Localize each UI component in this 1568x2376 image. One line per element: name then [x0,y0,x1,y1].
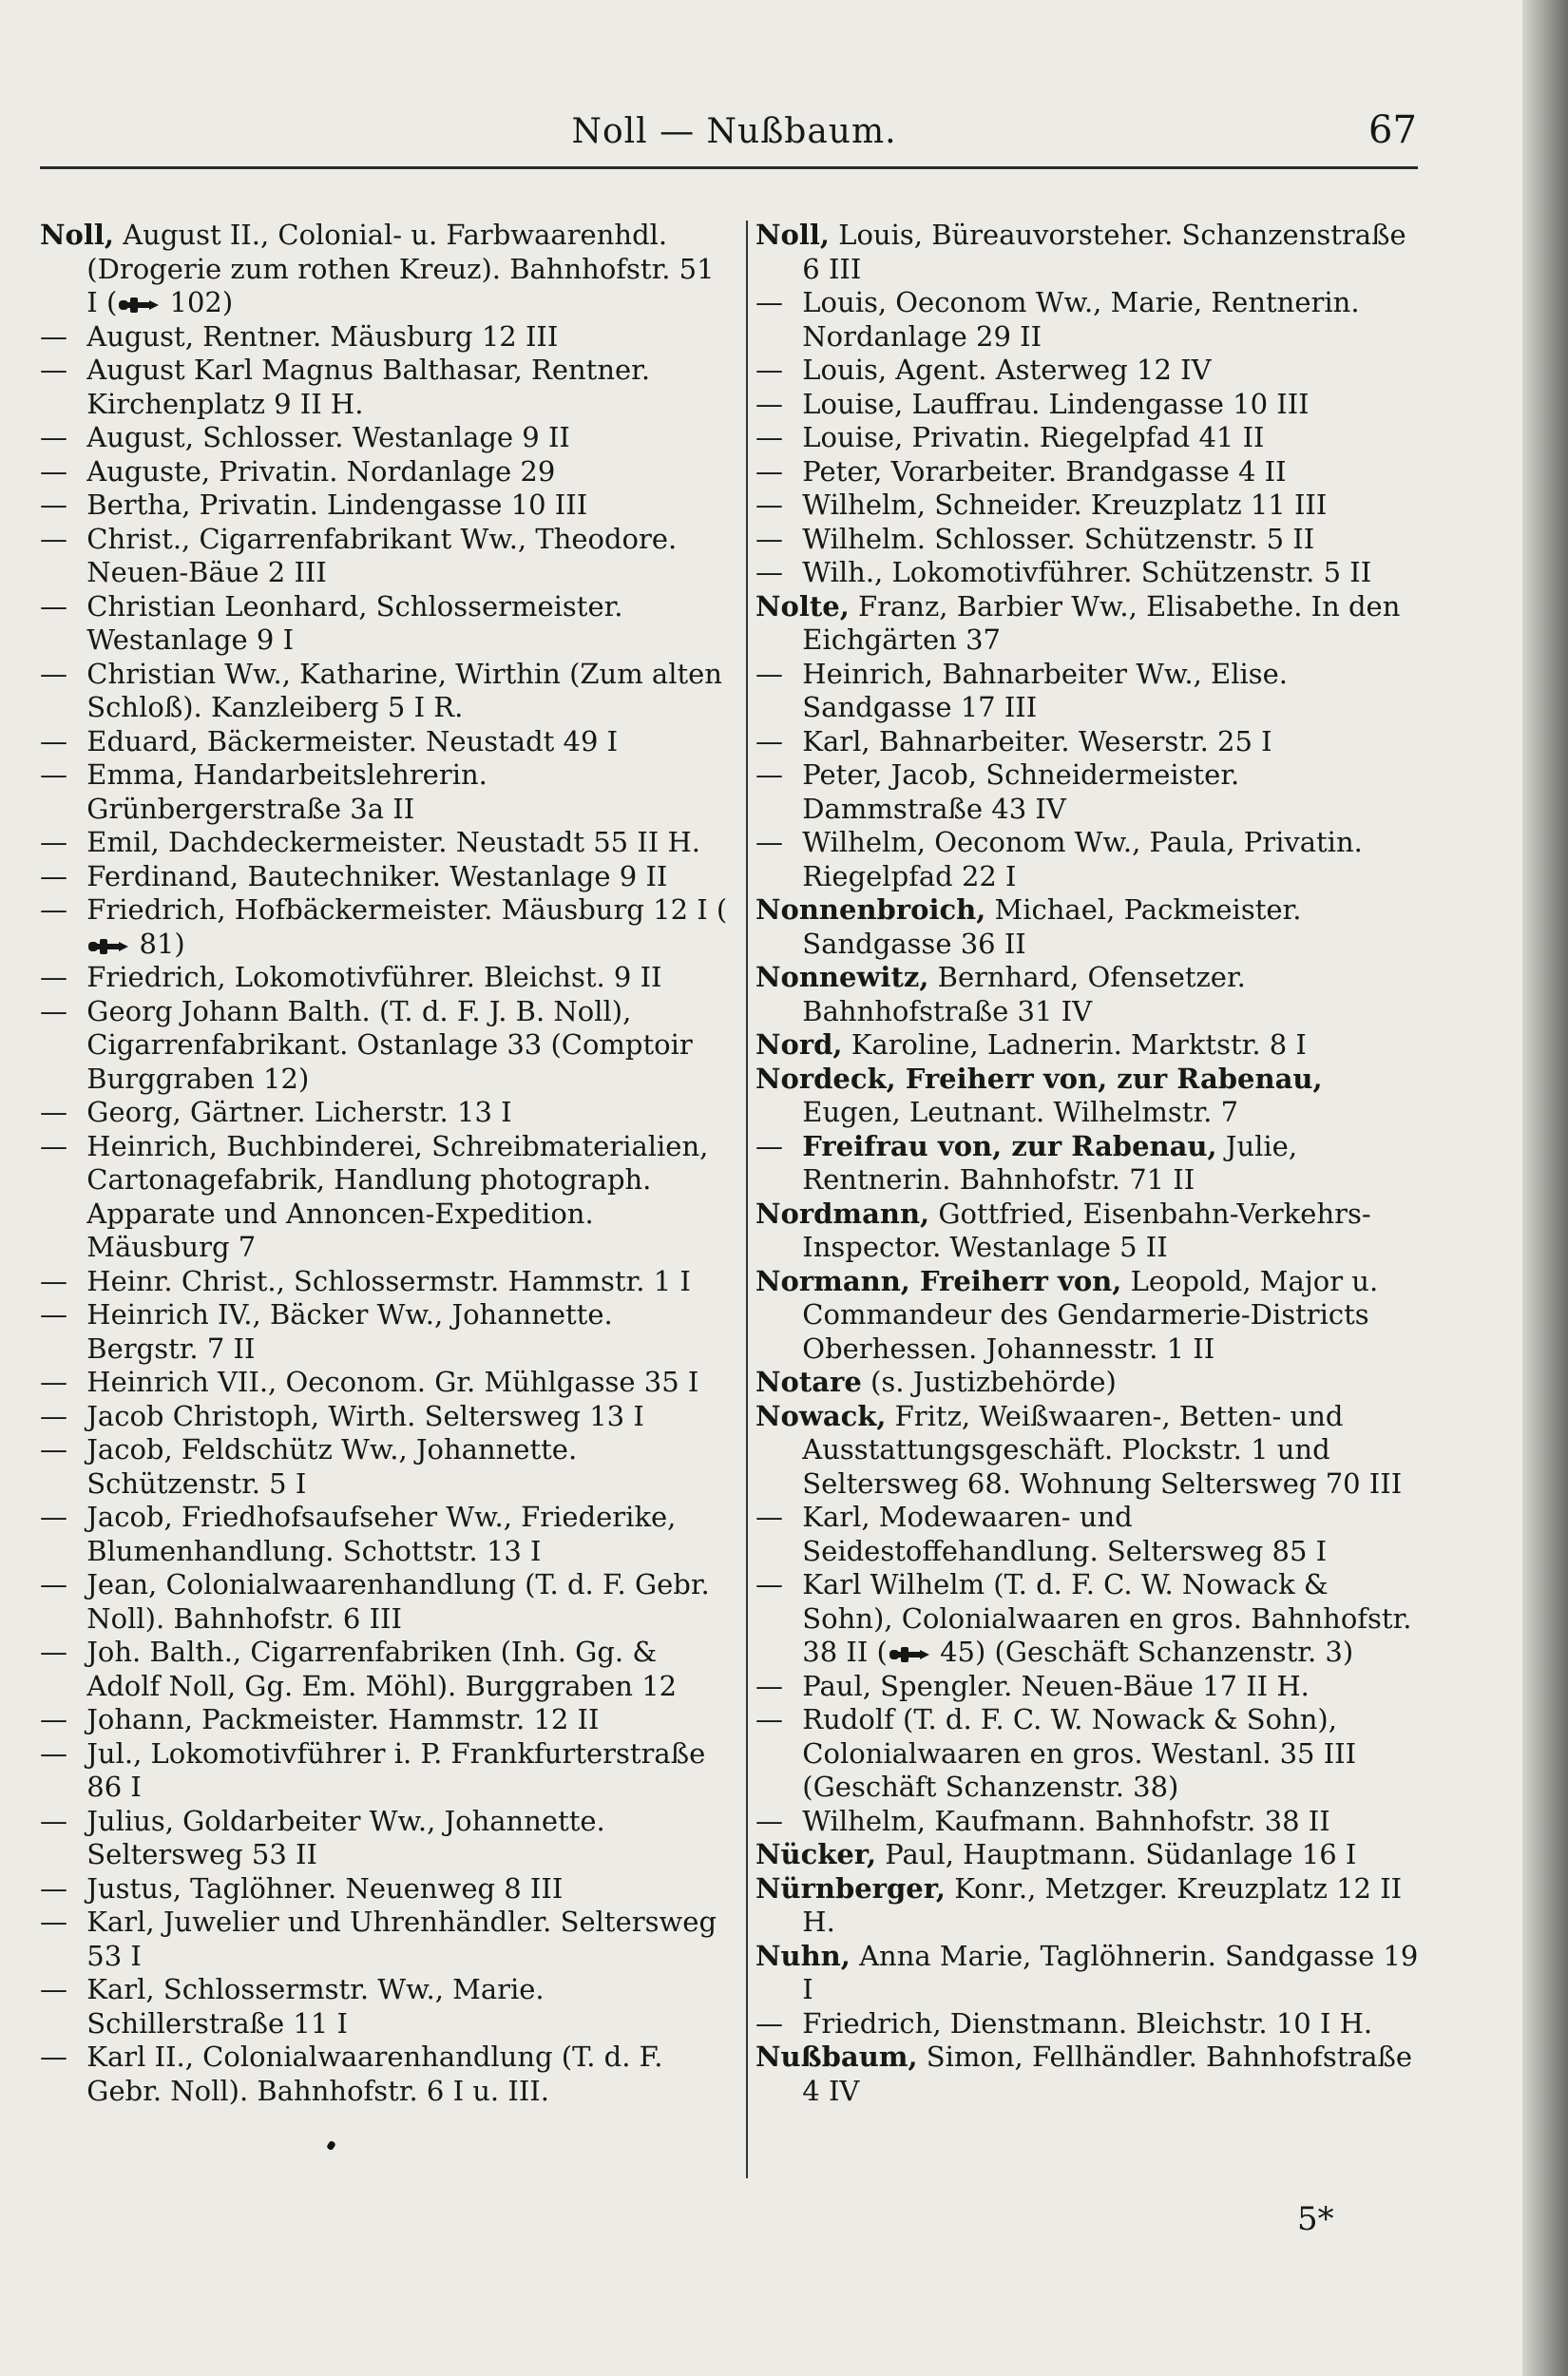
repeat-dash: — [40,758,67,791]
repeat-dash: — [40,1973,67,2005]
telephone-hand-icon [117,295,161,316]
directory-entry [40,1568,729,1636]
directory-entry [755,2007,1425,2041]
entry-surname: Nowack, [755,1399,887,1432]
directory-entry [755,758,1425,826]
directory-entry [755,1940,1425,2007]
telephone-number: 102) [161,286,234,318]
entry-surname: Nord, [755,1028,843,1061]
entry-surname: Nußbaum, [755,2041,918,2073]
right-column [755,219,1425,2108]
entry-text: Jean, Colonialwaarenhandlung (T. d. F. Gebr. Noll). Bahnhofstr. 6 III [86,1568,710,1635]
entry-text: Ferdinand, Bautechniker. Westanlage 9 II [86,859,668,892]
directory-entry [755,1703,1425,1805]
directory-entry [755,590,1425,658]
entry-text: Rudolf (T. d. F. C. W. Nowack & Sohn), Colonialwaaren en gros. Westanl. 35 III (Geschäft Schanzenstr. 38) [802,1703,1357,1803]
repeat-dash: — [40,724,67,757]
repeat-dash: — [755,522,783,555]
entry-text: Wilhelm, Kaufmann. Bahnhofstr. 38 II [802,1804,1330,1837]
entry-surname: Nücker, [755,1838,877,1870]
directory-entry [40,320,729,354]
repeat-dash: — [755,421,783,453]
repeat-dash: — [755,387,783,420]
repeat-dash: — [755,2006,783,2040]
entry-text: (s. Justizbehörde) [870,1366,1117,1398]
repeat-dash: — [40,1399,67,1432]
entry-text: August Karl Magnus Balthasar, Rentner. Kirchenplatz 9 II H. [86,354,651,420]
directory-entry [755,1501,1425,1568]
directory-entry [755,523,1425,557]
directory-entry [755,1872,1425,1940]
entry-text: Karl, Modewaaren- und Seidestoffehandlung. Seltersweg 85 I [802,1501,1328,1567]
directory-entry [40,354,729,421]
repeat-dash: — [40,421,67,453]
directory-entry [755,455,1425,489]
directory-entry [40,725,729,759]
directory-entry [40,1737,729,1805]
repeat-dash: — [755,556,783,588]
directory-entry [40,1906,729,1973]
entry-text: Fritz, Weißwaaren-, Betten- und Ausstattungsgeschäft. Plockstr. 1 und Seltersweg 68. Wohnung Seltersweg 70 III [802,1399,1403,1500]
entry-text: Gottfried, Eisenbahn-Verkehrs-Inspector. Westanlage 5 II [802,1197,1371,1263]
directory-entry [755,2041,1425,2108]
directory-entry [755,725,1425,759]
entry-surname: Noll, [40,219,114,251]
entry-text: Peter, Jacob, Schneidermeister. Dammstraße 43 IV [802,758,1240,825]
directory-entry [40,1298,729,1366]
entry-surname: Notare [755,1366,862,1398]
entry-text: Louise, Lauffrau. Lindengasse 10 III [802,387,1310,420]
entry-surname: Nonnenbroich, [755,893,986,926]
directory-entry [755,1265,1425,1367]
entry-text: Karl, Bahnarbeiter. Weserstr. 25 I [802,724,1272,757]
directory-entry [755,421,1425,455]
entry-text: Simon, Fellhändler. Bahnhofstraße 4 IV [802,2041,1413,2107]
repeat-dash: — [40,657,67,690]
entry-text: Wilh., Lokomotivführer. Schützenstr. 5 II [802,556,1372,588]
repeat-dash: — [40,1736,67,1770]
directory-entry [40,455,729,489]
directory-entry [40,1400,729,1434]
directory-entry [40,1096,729,1130]
entry-text: Paul, Hauptmann. Südanlage 16 I [885,1838,1357,1870]
header-rule [40,166,1418,169]
repeat-dash: — [40,1804,67,1837]
entry-text: Auguste, Privatin. Nordanlage 29 [86,454,556,488]
entry-text: Friedrich, Hofbäckermeister. Mäusburg 12 I ( [86,893,728,926]
entry-text: Karl, Juwelier und Uhrenhändler. Seltersweg 53 I [86,1906,717,1972]
repeat-dash: — [40,1501,67,1533]
entry-surname: Noll, [755,219,830,251]
entry-text: Heinrich, Buchbinderei, Schreibmaterialien, Cartonagefabrik, Handlung photograph. Apparate und Annoncen-Expedition. Mäusburg 7 [86,1129,709,1263]
entry-text: Emma, Handarbeitslehrerin. Grünbergerstraße 3a II [86,758,488,825]
entry-text: Georg, Gärtner. Licherstr. 13 I [86,1096,512,1128]
directory-entry [40,961,729,995]
entry-text: August II., Colonial- u. Farbwaarenhdl. (Drogerie zum rothen Kreuz). Bahnhofstr. 51 I ( [86,219,715,318]
column-divider [746,220,748,2178]
entry-surname: Nuhn, [755,1939,851,1972]
entry-surname: Nonnewitz, [755,961,929,993]
repeat-dash: — [40,354,67,386]
entry-text: Bertha, Privatin. Lindengasse 10 III [86,489,588,521]
directory-entry [40,489,729,523]
directory-entry [40,860,729,894]
directory-entry [40,1872,729,1907]
directory-entry [755,489,1425,523]
entry-text: Bernhard, Ofensetzer. Bahnhofstraße 31 IV [802,961,1246,1027]
repeat-dash: — [755,1669,783,1702]
repeat-dash: — [40,1636,67,1668]
entry-text: Louis, Büreauvorsteher. Schanzenstraße 6 III [802,219,1406,285]
directory-entry [40,421,729,455]
repeat-dash: — [40,826,67,858]
page-number: 67 [1368,108,1417,152]
repeat-dash: — [40,1264,67,1297]
repeat-dash: — [40,893,67,926]
directory-entry [755,1805,1425,1839]
directory-entry [40,2041,729,2108]
directory-entry [755,826,1425,893]
directory-entry [755,1198,1425,1265]
running-header: Noll — Nußbaum. [571,112,897,151]
repeat-dash: — [755,758,783,791]
entry-text: Louis, Agent. Asterweg 12 IV [802,354,1212,386]
entry-text: Georg Johann Balth. (T. d. F. J. B. Noll), Cigarrenfabrikant. Ostanlage 33 (Comptoir Burggraben 12) [86,994,693,1095]
entry-text: Karl, Schlossermstr. Ww., Marie. Schillerstraße 11 I [86,1973,545,2040]
signature-mark: 5* [1297,2200,1334,2238]
directory-entry [755,1400,1425,1502]
telephone-number: 45) (Geschäft Schanzenstr. 3) [930,1636,1354,1668]
entry-text: Johann, Packmeister. Hammstr. 12 II [86,1703,600,1735]
directory-entry [755,893,1425,961]
directory-entry [40,995,729,1097]
repeat-dash: — [40,1129,67,1162]
entry-text: Eugen, Leutnant. Wilhelmstr. 7 [802,1096,1239,1128]
page-edge-shadow [1522,0,1568,2376]
repeat-dash: — [40,489,67,521]
entry-text: Karoline, Ladnerin. Marktstr. 8 I [851,1028,1307,1061]
repeat-dash: — [40,1433,67,1466]
entry-surname: Normann, Freiherr von, [755,1264,1122,1297]
directory-entry [40,1703,729,1737]
left-column [40,219,729,2108]
directory-entry [755,1366,1425,1400]
repeat-dash: — [755,1703,783,1735]
directory-entry [755,658,1425,725]
directory-entry [755,388,1425,422]
entry-text: Julius, Goldarbeiter Ww., Johannette. Seltersweg 53 II [86,1804,605,1870]
directory-entry [40,826,729,860]
directory-entry [40,523,729,590]
directory-entry [40,1805,729,1872]
entry-text: Franz, Barbier Ww., Elisabethe. In den Eichgärten 37 [802,589,1401,656]
directory-entry [755,1028,1425,1063]
repeat-dash: — [755,826,783,858]
directory-entry [755,354,1425,388]
entry-text: Peter, Vorarbeiter. Brandgasse 4 II [802,454,1287,488]
repeat-dash: — [40,961,67,993]
directory-entry [40,1366,729,1400]
entry-surname: Nolte, [755,589,850,623]
entry-text: Heinrich, Bahnarbeiter Ww., Elise. Sandgasse 17 III [802,657,1289,723]
repeat-dash: — [755,724,783,757]
entry-text: Jacob, Feldschütz Ww., Johannette. Schützenstr. 5 I [86,1433,578,1500]
directory-entry [40,1501,729,1568]
entry-text: Leopold, Major u. Commandeur des Gendarmerie-Districts Oberhessen. Johannesstr. 1 II [802,1264,1379,1365]
entry-text: Louis, Oeconom Ww., Marie, Rentnerin. Nordanlage 29 II [802,286,1360,353]
entry-text: Michael, Packmeister. Sandgasse 36 II [802,893,1302,960]
directory-entry [755,1063,1425,1130]
repeat-dash: — [755,454,783,488]
directory-entry [40,1265,729,1299]
repeat-dash: — [755,1804,783,1837]
entry-text: Emil, Dachdeckermeister. Neustadt 55 II H. [86,826,700,858]
directory-entry [755,961,1425,1028]
repeat-dash: — [40,454,67,488]
entry-text: Louise, Privatin. Riegelpfad 41 II [802,421,1265,453]
directory-entry [40,1636,729,1703]
directory-entry [755,1838,1425,1872]
directory-entry [40,1433,729,1501]
repeat-dash: — [755,657,783,690]
entry-text: Eduard, Bäckermeister. Neustadt 49 I [86,724,619,757]
directory-entry [755,1130,1425,1198]
entry-surname: Nordeck, Freiherr von, zur Rabenau, [755,1062,1323,1095]
repeat-dash: — [40,1366,67,1398]
entry-text: Konr., Metzger. Kreuzplatz 12 II H. [802,1871,1403,1938]
repeat-dash: — [40,2041,67,2073]
directory-entry [40,1973,729,2041]
directory-entry [755,556,1425,590]
repeat-dash: — [40,1906,67,1938]
entry-text: Friedrich, Lokomotivführer. Bleichst. 9 II [86,961,662,993]
entry-surname: Nordmann, [755,1197,930,1230]
repeat-dash: — [40,994,67,1027]
entry-text: Friedrich, Dienstmann. Bleichstr. 10 I H. [802,2006,1373,2040]
directory-entry [755,1670,1425,1704]
entry-text: Heinrich IV., Bäcker Ww., Johannette. Bergstr. 7 II [86,1298,613,1365]
repeat-dash: — [40,589,67,623]
entry-text: Jacob Christoph, Wirth. Seltersweg 13 I [86,1399,644,1432]
telephone-number: 81) [130,927,185,960]
entry-surname: Nürnberger, [755,1871,946,1905]
entry-text: August, Schlosser. Westanlage 9 II [86,421,570,453]
entry-surname: Freifrau von, zur Rabenau, [802,1129,1217,1162]
entry-text: Justus, Taglöhner. Neuenweg 8 III [86,1871,564,1905]
directory-entry [40,893,729,961]
entry-text: Christian Leonhard, Schlossermeister. Westanlage 9 I [86,589,623,656]
repeat-dash: — [40,1703,67,1735]
entry-text: Jul., Lokomotivführer i. P. Frankfurterstraße 86 I [86,1736,706,1803]
repeat-dash: — [755,1129,783,1162]
entry-text: Karl Wilhelm (T. d. F. C. W. Nowack & Sohn), Colonialwaaren en gros. Bahnhofstr. 38 II ( [802,1568,1412,1668]
entry-text: Heinrich VII., Oeconom. Gr. Mühlgasse 35 I [86,1366,699,1398]
directory-entry [40,590,729,658]
entry-text: Wilhelm. Schlosser. Schützenstr. 5 II [802,522,1315,555]
entry-text: Paul, Spengler. Neuen-Bäue 17 II H. [802,1669,1310,1702]
entry-text: Karl II., Colonialwaarenhandlung (T. d. F. Gebr. Noll). Bahnhofstr. 6 I u. III. [86,2041,663,2107]
repeat-dash: — [40,1096,67,1128]
repeat-dash: — [755,354,783,386]
ink-speck [326,2140,336,2151]
repeat-dash: — [755,489,783,521]
directory-entry [755,286,1425,354]
entry-text: Anna Marie, Taglöhnerin. Sandgasse 19 I [802,1939,1419,2005]
repeat-dash: — [40,1568,67,1600]
entry-text: Wilhelm, Oeconom Ww., Paula, Privatin. Riegelpfad 22 I [802,826,1363,892]
entry-text: August, Rentner. Mäusburg 12 III [86,319,559,353]
directory-entry [755,219,1425,286]
repeat-dash: — [40,522,67,555]
directory-entry [40,758,729,826]
entry-text: Christian Ww., Katharine, Wirthin (Zum alten Schloß). Kanzleiberg 5 I R. [86,657,722,723]
entry-text: Joh. Balth., Cigarrenfabriken (Inh. Gg. & Adolf Noll, Gg. Em. Möhl). Burggraben 12 [86,1636,678,1702]
repeat-dash: — [755,1501,783,1533]
entry-text: Christ., Cigarrenfabrikant Ww., Theodore. Neuen-Bäue 2 III [86,522,678,588]
repeat-dash: — [40,319,67,353]
entry-text: Heinr. Christ., Schlossermstr. Hammstr. 1 I [86,1264,691,1297]
repeat-dash: — [755,1568,783,1600]
directory-entry [755,1568,1425,1670]
directory-entry [40,1130,729,1265]
entry-text: Jacob, Friedhofsaufseher Ww., Friederike, Blumenhandlung. Schottstr. 13 I [86,1501,677,1567]
repeat-dash: — [40,1298,67,1331]
entry-text: Julie, Rentnerin. Bahnhofstr. 71 II [802,1129,1298,1196]
telephone-hand-icon [86,936,130,957]
entry-text: Wilhelm, Schneider. Kreuzplatz 11 III [802,489,1328,521]
telephone-hand-icon [888,1644,931,1665]
directory-entry [40,658,729,725]
repeat-dash: — [755,286,783,318]
repeat-dash: — [40,859,67,892]
repeat-dash: — [40,1871,67,1905]
directory-entry [40,219,729,320]
